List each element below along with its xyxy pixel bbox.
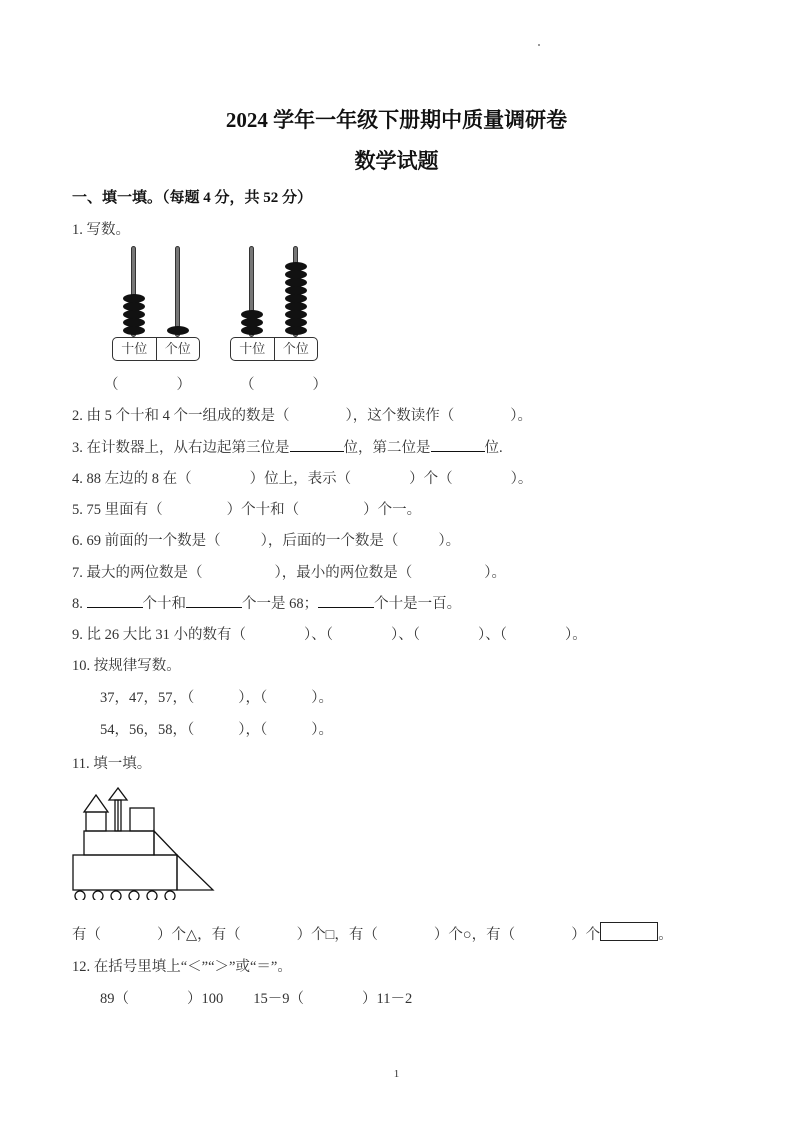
train-shapes-figure bbox=[70, 784, 220, 900]
circle-icon bbox=[165, 891, 175, 900]
circle-icon bbox=[75, 891, 85, 900]
circle-icon bbox=[129, 891, 139, 900]
abacus-1 bbox=[112, 246, 202, 361]
question-12: 12. 在括号里填上“＜”“＞”或“＝”。 bbox=[72, 959, 292, 975]
stray-mark bbox=[538, 44, 540, 46]
triangle-icon bbox=[177, 855, 213, 890]
rectangle-icon bbox=[73, 855, 177, 890]
circle-icon bbox=[147, 891, 157, 900]
answer-blank[interactable] bbox=[431, 437, 485, 452]
question-6: 6. 69 前面的一个数是（ ），后面的一个数是（ ）。 bbox=[72, 533, 461, 549]
question-2: 2. 由 5 个十和 4 个一组成的数是（ ），这个数读作（ ）。 bbox=[72, 408, 532, 424]
rectangle-icon bbox=[84, 831, 154, 855]
answer-blank-1[interactable]: （ ） bbox=[104, 377, 191, 393]
sequence-row-1: 37，47，57，（ ），（ ）。 bbox=[100, 690, 333, 706]
page-subtitle: 数学试题 bbox=[354, 149, 439, 173]
question-5: 5. 75 里面有（ ）个十和（ ）个一。 bbox=[72, 502, 422, 518]
answer-blank[interactable] bbox=[290, 437, 344, 452]
section-heading: 一、填一填。（每题 4 分，共 52 分） bbox=[72, 190, 313, 206]
question-1: 1. 写数。 bbox=[72, 222, 130, 238]
question-4: 4. 88 左边的 8 在（ ）位上，表示（ ）个（ ）。 bbox=[72, 471, 533, 487]
circle-icon bbox=[93, 891, 103, 900]
square-icon bbox=[86, 812, 106, 831]
answer-blank[interactable] bbox=[87, 593, 143, 608]
question-11: 11. 填一填。 bbox=[72, 756, 152, 772]
square-icon bbox=[130, 808, 154, 831]
circle-icon bbox=[111, 891, 121, 900]
question-7: 7. 最大的两位数是（ ），最小的两位数是（ ）。 bbox=[72, 565, 506, 581]
rectangle-icon bbox=[600, 922, 658, 941]
question-9: 9. 比 26 大比 31 小的数有（ ）、（ ）、（ ）、（ ）。 bbox=[72, 627, 587, 643]
question-3: 3. 在计数器上，从右边起第三位是 位，第二位是 位. bbox=[72, 436, 503, 457]
question-8: 8. 个十和 个一是 68； 个十是一百。 bbox=[72, 592, 461, 613]
page-number: 1 bbox=[393, 1068, 400, 1080]
place-value-labels: 十位 个位 bbox=[230, 337, 318, 361]
triangle-icon bbox=[84, 795, 108, 812]
place-value-labels: 十位 个位 bbox=[112, 337, 200, 361]
sequence-row-2: 54，56，58，（ ），（ ）。 bbox=[100, 722, 333, 738]
triangle-icon bbox=[109, 788, 127, 800]
answer-blank[interactable] bbox=[186, 593, 242, 608]
question-11-answers: 有（ ）个△，有（ ）个□，有（ ）个○，有（ ）个 。 bbox=[72, 922, 673, 944]
answer-blank-2[interactable]: （ ） bbox=[240, 377, 327, 393]
answer-blank[interactable] bbox=[318, 593, 374, 608]
ones-rod bbox=[175, 246, 180, 337]
question-10: 10. 按规律写数。 bbox=[72, 658, 181, 674]
abacus-2 bbox=[230, 246, 320, 361]
page-title: 2024 学年一年级下册期中质量调研卷 bbox=[225, 108, 568, 132]
compare-row: 89（ ）100 15－9（ ）11－2 bbox=[100, 991, 413, 1007]
